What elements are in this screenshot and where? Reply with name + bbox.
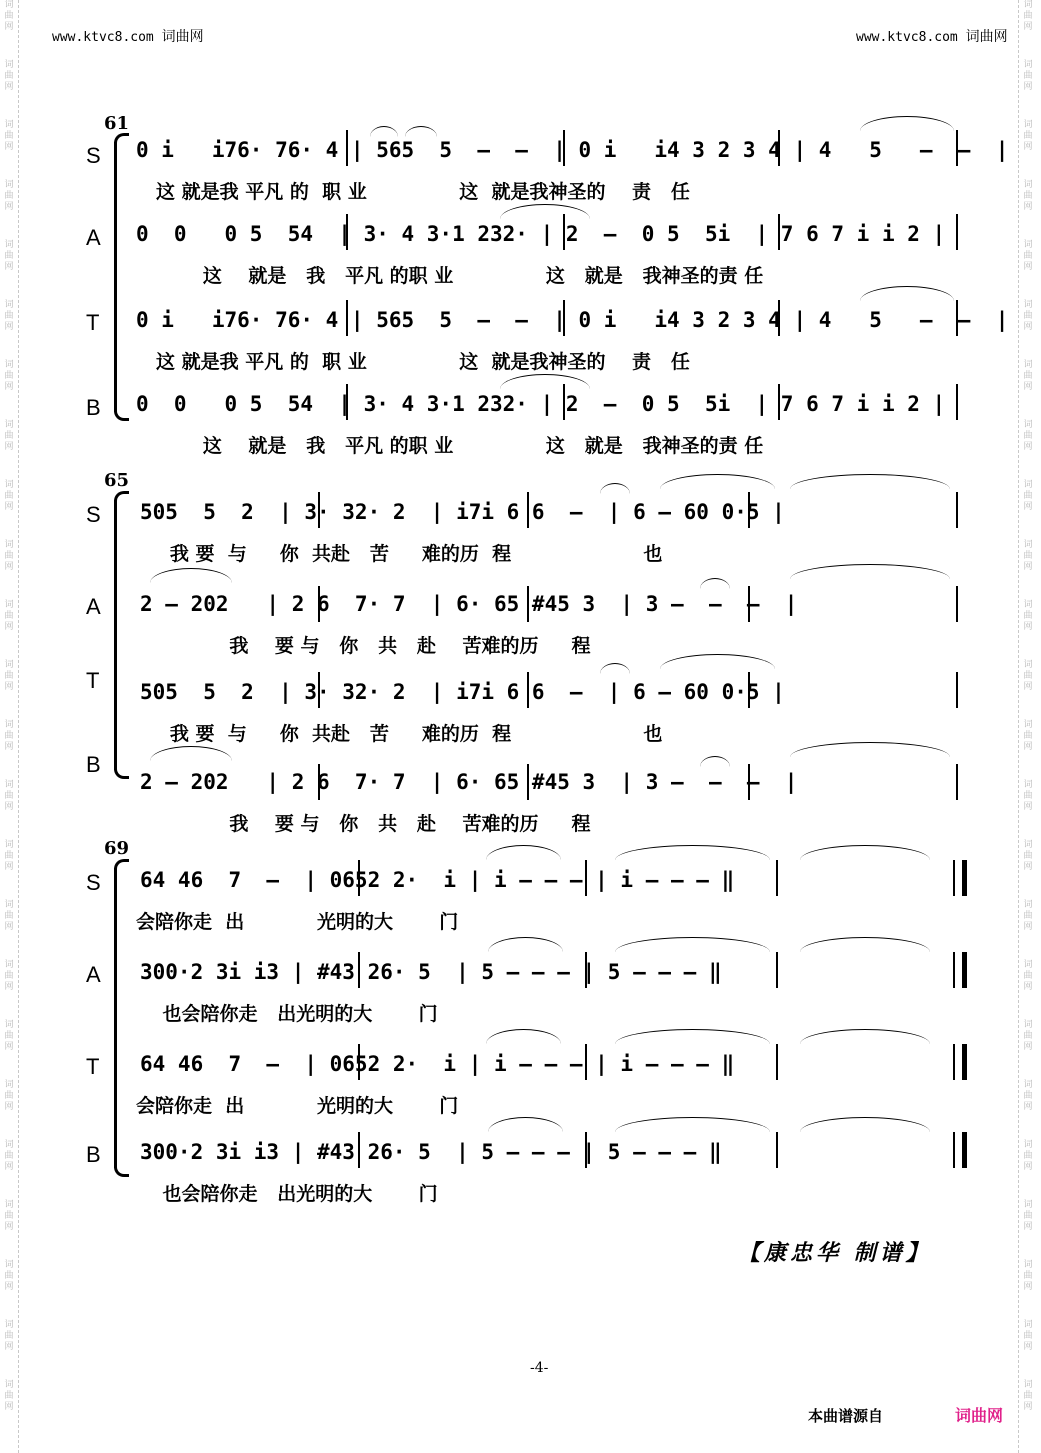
bar-line — [527, 764, 529, 800]
bar-line — [346, 130, 348, 166]
bar-line — [318, 764, 320, 800]
bar-line — [778, 384, 780, 420]
header-right-site[interactable]: 词曲网 — [965, 29, 1008, 45]
watermark-text: 词 曲 网 — [4, 1020, 14, 1052]
staff-lyrics: 我 要 与 你 共赴 苦 难的历 程 也 — [150, 543, 663, 565]
bar-line — [358, 860, 360, 896]
slur — [660, 654, 775, 669]
slur — [370, 126, 398, 137]
final-bar-line — [953, 1044, 967, 1080]
watermark-text: 词 曲 网 — [1023, 1140, 1033, 1172]
staff-notes: 505 5 2 | 3· 32· 2 | i7i 6 6 — | 6 — 60 0·5 | — [140, 500, 785, 524]
watermark-text: 词 曲 网 — [4, 420, 14, 452]
final-bar-line — [953, 1132, 967, 1168]
bar-line — [748, 672, 750, 708]
staff-lyrics: 会陪你走 出 光明的大 门 — [136, 911, 459, 933]
slur — [700, 578, 730, 589]
staff-notes: 2 — 202 | 2 6 7· 7 | 6· 65 #45 3 | 3 — — — | — [140, 592, 798, 616]
bar-line — [956, 492, 958, 528]
slur — [500, 374, 590, 389]
voice-label: B — [86, 1142, 101, 1167]
watermark-text: 词 曲 网 — [4, 1320, 14, 1352]
bar-line — [776, 952, 778, 988]
watermark-text: 词 曲 网 — [4, 1140, 14, 1172]
watermark-text: 词 曲 网 — [1023, 1080, 1033, 1112]
slur — [486, 1029, 561, 1044]
staff-lyrics: 会陪你走 出 光明的大 门 — [136, 1095, 459, 1117]
bar-line — [527, 672, 529, 708]
bar-line — [776, 1044, 778, 1080]
system-brace — [114, 500, 123, 770]
watermark-text: 词 曲 网 — [4, 1260, 14, 1292]
slur — [150, 746, 232, 761]
right-watermark-strip — [1021, 0, 1035, 1453]
bar-line — [748, 764, 750, 800]
voice-label: T — [86, 1054, 100, 1079]
bar-line — [346, 214, 348, 250]
slur — [615, 845, 770, 860]
header-left-url[interactable]: www.ktvc8.com — [52, 30, 154, 45]
slur — [800, 937, 930, 952]
watermark-text: 词 曲 网 — [4, 720, 14, 752]
watermark-text: 词 曲 网 — [4, 0, 14, 32]
watermark-text: 词 曲 网 — [4, 1200, 14, 1232]
watermark-text: 词 曲 网 — [4, 780, 14, 812]
staff-notes: 300·2 3i i3 | #43 26· 5 | 5 — — — | 5 — — — ‖ — [140, 960, 722, 984]
staff-lyrics: 我 要 与 你 共 赴 苦难的历 程 — [150, 635, 591, 657]
voice-label: A — [86, 962, 101, 987]
slur — [615, 1117, 770, 1132]
watermark-text: 词 曲 网 — [4, 180, 14, 212]
voice-label: B — [86, 395, 101, 420]
bar-line — [563, 384, 565, 420]
bar-line — [956, 214, 958, 250]
watermark-text: 词 曲 网 — [1023, 360, 1033, 392]
bar-line — [956, 130, 958, 166]
bar-line — [585, 1044, 587, 1080]
bar-line — [318, 586, 320, 622]
header-left — [52, 26, 204, 46]
system-brace — [114, 868, 123, 1168]
staff-notes: 0 0 0 5 54 | 3· 4 3·1 232· | 2 — 0 5 5i | 7 6 7 i i 2 | — [136, 392, 946, 416]
bar-line — [748, 586, 750, 622]
page-number: -4- — [530, 1360, 549, 1376]
slur — [405, 126, 437, 137]
staff-notes: 505 5 2 | 3· 32· 2 | i7i 6 6 — | 6 — 60 0·5 | — [140, 680, 785, 704]
watermark-text: 词 曲 网 — [4, 600, 14, 632]
watermark-text: 词 曲 网 — [1023, 180, 1033, 212]
slur — [800, 845, 930, 860]
voice-label: B — [86, 752, 101, 777]
slur — [800, 1029, 930, 1044]
watermark-text: 词 曲 网 — [1023, 840, 1033, 872]
voice-label: S — [86, 143, 101, 168]
slur — [488, 937, 563, 952]
left-watermark-strip — [2, 0, 16, 1453]
staff-notes: 300·2 3i i3 | #43 26· 5 | 5 — — — | 5 — — — ‖ — [140, 1140, 722, 1164]
source-label: 本曲谱源自 — [808, 1407, 884, 1425]
bar-line — [527, 586, 529, 622]
staff-notes: 0 0 0 5 54 | 3· 4 3·1 232· | 2 — 0 5 5i | 7 6 7 i i 2 | — [136, 222, 946, 246]
bar-line — [748, 492, 750, 528]
watermark-text: 词 曲 网 — [4, 60, 14, 92]
watermark-text: 词 曲 网 — [1023, 900, 1033, 932]
bar-line — [346, 300, 348, 336]
watermark-text: 词 曲 网 — [1023, 120, 1033, 152]
bar-line — [358, 1132, 360, 1168]
header-right-url[interactable]: www.ktvc8.com — [856, 30, 958, 45]
watermark-text: 词 曲 网 — [4, 1380, 14, 1412]
watermark-text: 词 曲 网 — [1023, 1020, 1033, 1052]
slur — [860, 286, 954, 301]
watermark-text: 词 曲 网 — [4, 300, 14, 332]
bar-line — [956, 586, 958, 622]
slur — [600, 663, 630, 674]
watermark-text: 词 曲 网 — [1023, 660, 1033, 692]
watermark-text: 词 曲 网 — [4, 840, 14, 872]
slur — [660, 474, 775, 489]
slur — [800, 1117, 930, 1132]
slur — [615, 1029, 770, 1044]
measure-number: 61 — [104, 113, 130, 134]
bar-line — [956, 672, 958, 708]
voice-label: T — [86, 310, 100, 335]
voice-label: S — [86, 502, 101, 527]
bar-line — [776, 860, 778, 896]
slur — [700, 756, 730, 767]
watermark-text: 词 曲 网 — [4, 480, 14, 512]
watermark-text: 词 曲 网 — [4, 960, 14, 992]
staff-notes: 64 46 7 — | 0652 2· i | i — — — | i — — — ‖ — [140, 1052, 735, 1076]
watermark-text: 词 曲 网 — [4, 540, 14, 572]
voice-label: T — [86, 668, 100, 693]
slur — [486, 845, 561, 860]
slur — [488, 1117, 563, 1132]
staff-lyrics: 这 就是我 平凡 的 职 业 这 就是我神圣的 责 任 — [156, 181, 690, 203]
watermark-text: 词 曲 网 — [1023, 780, 1033, 812]
slur — [150, 568, 232, 583]
watermark-text: 词 曲 网 — [4, 1080, 14, 1112]
measure-number: 65 — [104, 470, 130, 491]
slur — [790, 742, 950, 757]
voice-label: S — [86, 870, 101, 895]
slur — [790, 564, 950, 579]
bar-line — [318, 672, 320, 708]
right-margin-rule — [1018, 0, 1019, 1453]
measure-number: 69 — [104, 838, 130, 859]
bar-line — [776, 1132, 778, 1168]
bar-line — [956, 384, 958, 420]
watermark-text: 词 曲 网 — [1023, 1320, 1033, 1352]
staff-notes: 0 i i76· 76· 4 | 565 5 — — | 0 i i4 3 2 3 4 | 4 5 — — | — [136, 138, 1009, 162]
bar-line — [358, 952, 360, 988]
watermark-text: 词 曲 网 — [4, 360, 14, 392]
bar-line — [956, 764, 958, 800]
staff-lyrics: 也会陪你走 出光明的大 门 — [136, 1003, 438, 1025]
staff-lyrics: 我 要 与 你 共赴 苦 难的历 程 也 — [150, 723, 663, 745]
watermark-text: 词 曲 网 — [4, 660, 14, 692]
slur — [860, 116, 954, 131]
staff-lyrics: 这 就是 我 平凡 的职 业 这 就是 我神圣的责 任 — [150, 265, 764, 287]
staff-lyrics: 这 就是 我 平凡 的职 业 这 就是 我神圣的责 任 — [150, 435, 764, 457]
watermark-text: 词 曲 网 — [1023, 300, 1033, 332]
watermark-text: 词 曲 网 — [1023, 1200, 1033, 1232]
watermark-text: 词 曲 网 — [4, 120, 14, 152]
staff-notes: 64 46 7 — | 0652 2· i | i — — — | i — — — ‖ — [140, 868, 735, 892]
voice-label: A — [86, 594, 101, 619]
staff-lyrics: 这 就是我 平凡 的 职 业 这 就是我神圣的 责 任 — [156, 351, 690, 373]
watermark-text: 词 曲 网 — [1023, 1260, 1033, 1292]
staff-lyrics: 也会陪你走 出光明的大 门 — [136, 1183, 438, 1205]
bar-line — [585, 1132, 587, 1168]
bar-line — [563, 130, 565, 166]
header-right — [856, 26, 1008, 46]
watermark-text: 词 曲 网 — [1023, 1380, 1033, 1412]
watermark-text: 词 曲 网 — [1023, 600, 1033, 632]
final-bar-line — [953, 952, 967, 988]
watermark-text: 词 曲 网 — [1023, 480, 1033, 512]
site-logo[interactable]: 词曲网 — [955, 1406, 1004, 1425]
bar-line — [585, 860, 587, 896]
bar-line — [527, 492, 529, 528]
bar-line — [346, 384, 348, 420]
slur — [790, 474, 950, 489]
bar-line — [358, 1044, 360, 1080]
arranger-credit: 【康忠华 制谱】 — [738, 1241, 932, 1266]
staff-lyrics: 我 要 与 你 共 赴 苦难的历 程 — [150, 813, 591, 835]
watermark-text: 词 曲 网 — [1023, 540, 1033, 572]
watermark-text: 词 曲 网 — [4, 900, 14, 932]
staff-notes: 2 — 202 | 2 6 7· 7 | 6· 65 #45 3 | 3 — — — | — [140, 770, 798, 794]
bar-line — [778, 214, 780, 250]
watermark-text: 词 曲 网 — [1023, 720, 1033, 752]
bar-line — [585, 952, 587, 988]
watermark-text: 词 曲 网 — [1023, 60, 1033, 92]
voice-label: A — [86, 225, 101, 250]
slur — [500, 204, 590, 219]
watermark-text: 词 曲 网 — [1023, 420, 1033, 452]
staff-notes: 0 i i76· 76· 4 | 565 5 — — | 0 i i4 3 2 3 4 | 4 5 — — | — [136, 308, 1009, 332]
bar-line — [563, 214, 565, 250]
bar-line — [778, 300, 780, 336]
bar-line — [318, 492, 320, 528]
watermark-text: 词 曲 网 — [1023, 240, 1033, 272]
bar-line — [563, 300, 565, 336]
left-margin-rule — [18, 0, 19, 1453]
header-left-site[interactable]: 词曲网 — [161, 29, 204, 45]
slur — [615, 937, 770, 952]
bar-line — [956, 300, 958, 336]
system-brace — [114, 142, 123, 412]
watermark-text: 词 曲 网 — [1023, 0, 1033, 32]
watermark-text: 词 曲 网 — [4, 240, 14, 272]
watermark-text: 词 曲 网 — [1023, 960, 1033, 992]
slur — [600, 483, 630, 494]
final-bar-line — [953, 860, 967, 896]
bar-line — [778, 130, 780, 166]
